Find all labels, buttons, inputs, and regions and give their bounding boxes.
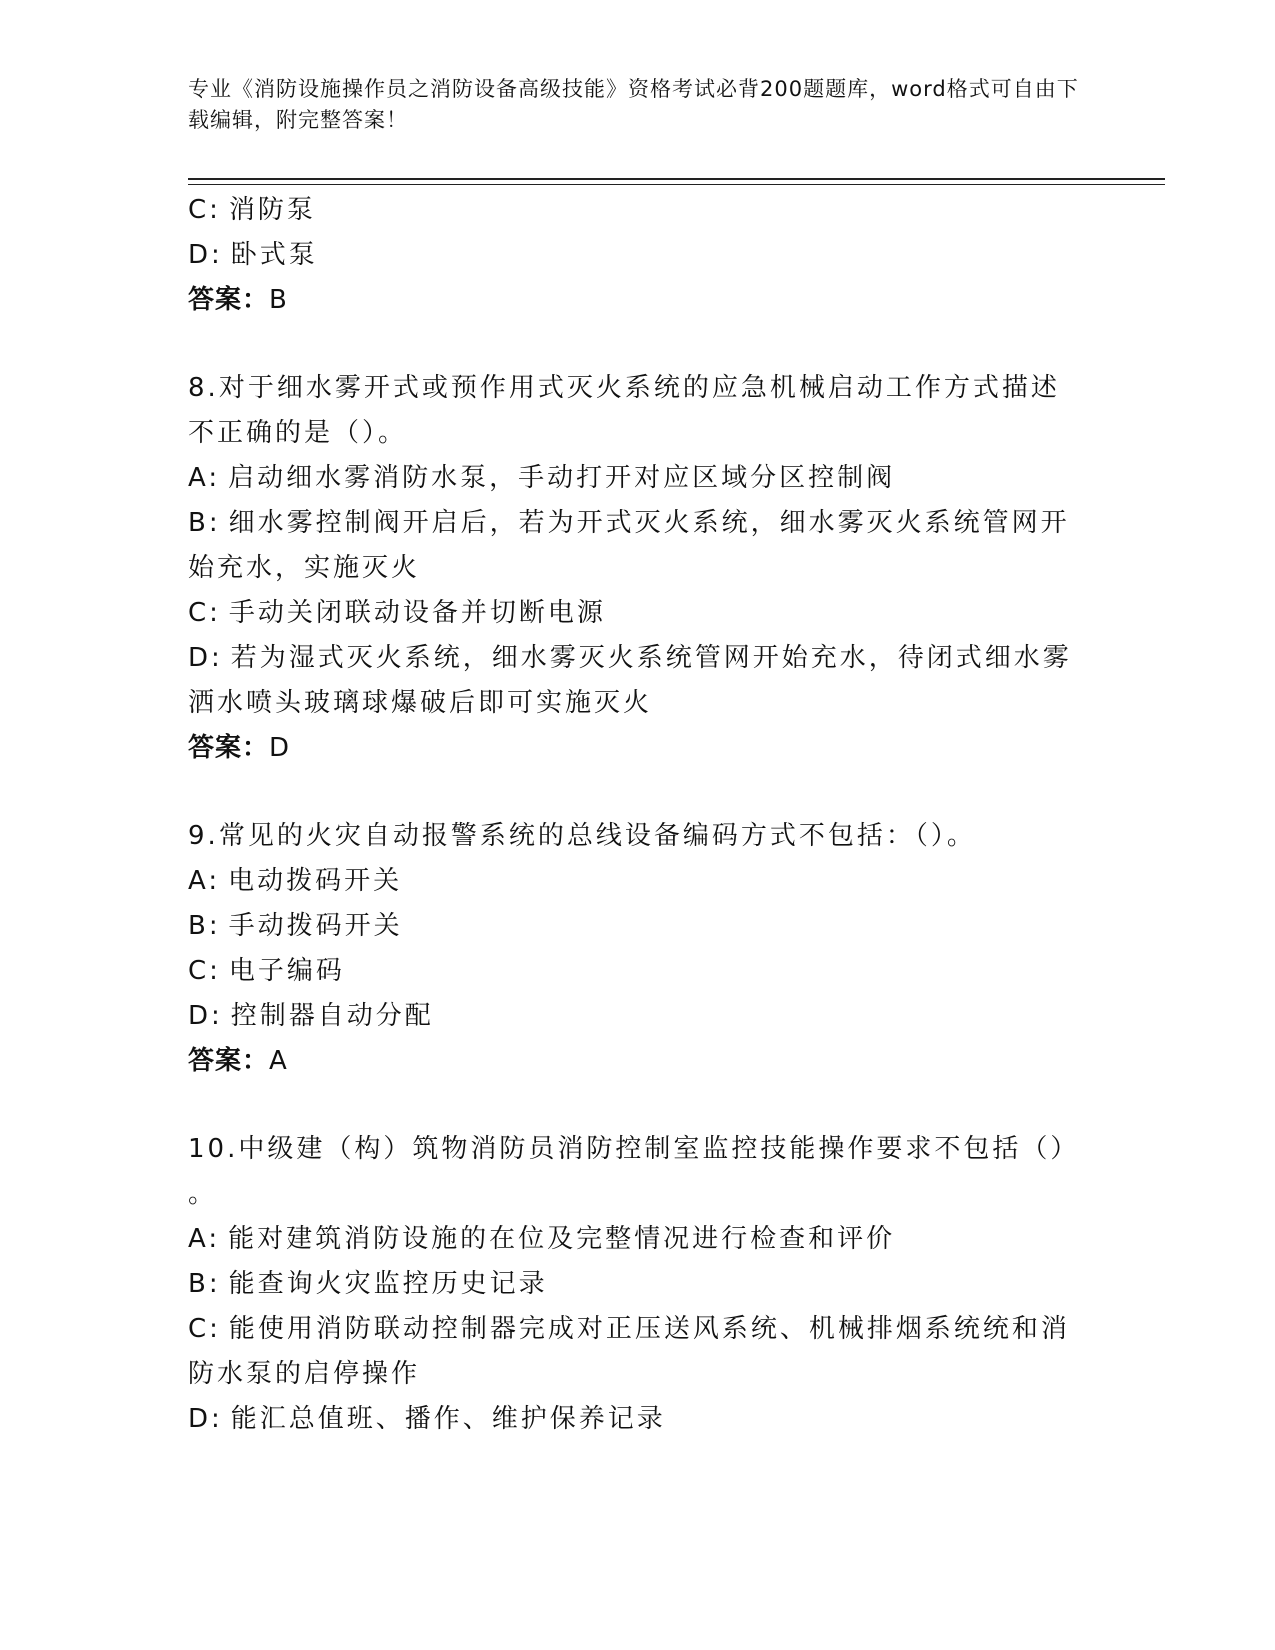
option-label: C: [188,598,221,628]
option-label: C: [188,956,221,986]
option-d [188,994,1088,1039]
option-a [188,1217,1088,1262]
question-stem [188,1127,1088,1172]
option-label: A: [188,463,221,493]
option-text: 消防泵 [228,195,316,225]
answer-value: B [269,285,288,315]
question-stem [188,366,1088,411]
question-stem-line2: 不正确的是（）。 [188,418,408,448]
option-c [188,949,1088,994]
question-10 [188,1127,1088,1442]
option-label: C: [188,195,221,225]
option-label: D: [188,1001,223,1031]
option-label: D: [188,643,223,673]
option-label: A: [188,866,221,896]
option-text: 手动关闭联动设备并切断电源 [228,598,606,628]
option-b [188,501,1088,546]
question-number: 8. [188,373,219,403]
option-label: C: [188,1314,221,1344]
document-body [188,188,1088,1442]
document-header [188,74,1088,136]
option-d [188,636,1088,681]
option-b [188,1262,1088,1307]
option-text: 能查询火灾监控历史记录 [228,1269,548,1299]
continued-question [188,188,1088,323]
option-a [188,859,1088,904]
option-text: 若为湿式灭火系统，细水雾灭火系统管网开始充水，待闭式细水雾 [230,643,1072,673]
question-stem-line1: 对于细水雾开式或预作用式灭火系统的应急机械启动工作方式描述 [218,373,1060,403]
option-label: A: [188,1224,221,1254]
option-b [188,904,1088,949]
option-label: D: [188,240,223,270]
option-d [188,233,1088,278]
option-c [188,591,1088,636]
answer-line [188,278,1088,323]
question-stem-line1: 常见的火灾自动报警系统的总线设备编码方式不包括：（）。 [218,821,976,851]
question-stem-line2: 。 [188,1179,218,1209]
question-spacer [188,323,1088,366]
option-text: 电动拨码开关 [228,866,403,896]
option-c [188,1307,1088,1352]
question-number: 10. [188,1134,239,1164]
question-stem [188,814,1088,859]
question-number: 9. [188,821,219,851]
option-text: 能对建筑消防设施的在位及完整情况进行检查和评价 [228,1224,896,1254]
answer-label: 答案： [188,285,270,315]
option-text: 控制器自动分配 [230,1001,434,1031]
option-text: 卧式泵 [230,240,318,270]
option-text: 细水雾控制阀开启后，若为开式灭火系统，细水雾灭火系统管网开 [228,508,1070,538]
option-label: D: [188,1404,223,1434]
answer-line [188,726,1088,771]
option-text: 手动拨码开关 [228,911,403,941]
question-8 [188,366,1088,771]
question-stem-line1: 中级建（构）筑物消防员消防控制室监控技能操作要求不包括（） [238,1134,1080,1164]
option-text: 能使用消防联动控制器完成对正压送风系统、机械排烟系统统和消 [228,1314,1070,1344]
option-a [188,456,1088,501]
question-9 [188,814,1088,1084]
header-divider-thick [188,178,1165,180]
question-spacer [188,771,1088,814]
option-text: 能汇总值班、播作、维护保养记录 [230,1404,666,1434]
answer-value: D [269,733,291,763]
answer-label: 答案： [188,1046,270,1076]
header-divider-thin [188,184,1165,185]
header-text: 专业《消防设施操作员之消防设备高级技能》资格考试必背200题题库，word格式可自由下载编辑，附完整答案！ [188,77,1079,132]
option-b-continued: 始充水，实施灭火 [188,553,421,583]
option-d-continued: 洒水喷头玻璃球爆破后即可实施灭火 [188,688,653,718]
answer-label: 答案： [188,733,270,763]
option-text: 启动细水雾消防水泵，手动打开对应区域分区控制阀 [228,463,896,493]
option-label: B: [188,508,221,538]
question-spacer [188,1084,1088,1127]
option-c-continued: 防水泵的启停操作 [188,1359,421,1389]
option-label: B: [188,1269,221,1299]
answer-line [188,1039,1088,1084]
option-text: 电子编码 [228,956,345,986]
answer-value: A [269,1046,288,1076]
option-c [188,188,1088,233]
option-d [188,1397,1088,1442]
option-label: B: [188,911,221,941]
